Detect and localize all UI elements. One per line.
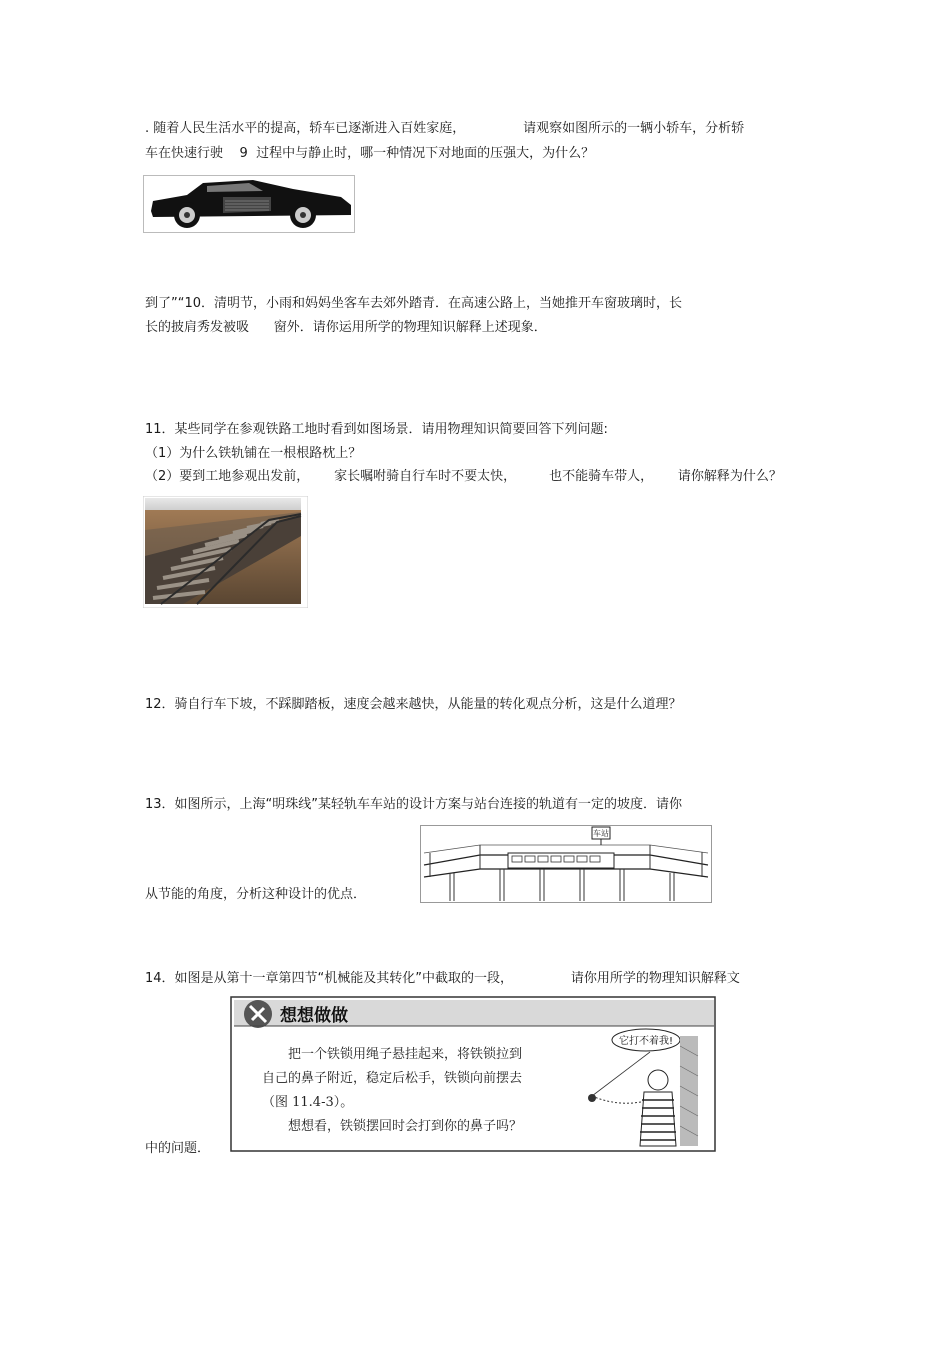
q14-line2: 中的问题． bbox=[145, 1141, 211, 1156]
q14-line1: 14．如图是从第十一章第四节“机械能及其转化”中截取的一段， 请你用所学的物理知识解释文 bbox=[145, 971, 740, 986]
q12-line1: 12．骑自行车下坡，不踩脚踏板，速度会越来越快，从能量的转化观点分析，这是什么道理？ bbox=[145, 697, 682, 712]
station-sign: 车站 bbox=[593, 829, 609, 838]
station-figure bbox=[420, 825, 712, 903]
box-text-4: 想想看，铁锁摆回时会打到你的鼻子吗？ bbox=[288, 1119, 523, 1134]
q9-line1: . 随着人民生活水平的提高，轿车已逐渐进入百姓家庭， 请观察如图所示的一辆小轿车，分析轿 bbox=[145, 121, 745, 136]
q11-line1: 11．某些同学在参观铁路工地时看到如图场景．请用物理知识简要回答下列问题: bbox=[145, 422, 608, 437]
q13-line2: 从节能的角度，分析这种设计的优点． bbox=[145, 887, 367, 902]
q11-sub1: （1）为什么铁轨铺在一根根路枕上？ bbox=[145, 446, 362, 461]
q10-line2: 长的披肩秀发被吸 窗外．请你运用所学的物理知识解释上述现象． bbox=[145, 320, 547, 335]
q13-line1: 13．如图所示，上海“明珠线”某轻轨车车站的设计方案与站台连接的轨道有一定的坡度．请你 bbox=[145, 797, 683, 812]
box-text-3: （图 11.4-3）。 bbox=[262, 1095, 354, 1110]
q10-line1: 到了”“10．清明节，小雨和妈妈坐客车去郊外踏青．在高速公路上，当她推开车窗玻璃时，长 bbox=[145, 296, 683, 311]
box-title: 想想做做 bbox=[280, 1006, 348, 1026]
textbook-excerpt bbox=[230, 996, 716, 1152]
speech-bubble: 它打不着我! bbox=[618, 1036, 674, 1047]
railway-photo bbox=[143, 496, 308, 608]
car-figure bbox=[143, 175, 355, 233]
box-text-2: 自己的鼻子附近，稳定后松手，铁锁向前摆去 bbox=[262, 1071, 523, 1086]
q9-line2: 车在快速行驶 9 过程中与静止时，哪一种情况下对地面的压强大，为什么？ bbox=[145, 146, 595, 161]
box-text-1: 把一个铁锁用绳子悬挂起来，将铁锁拉到 bbox=[288, 1047, 523, 1062]
q11-sub2: （2）要到工地参观出发前， 家长嘱咐骑自行车时不要太快， 也不能骑车带人， 请你解释为什么？ bbox=[145, 469, 782, 484]
